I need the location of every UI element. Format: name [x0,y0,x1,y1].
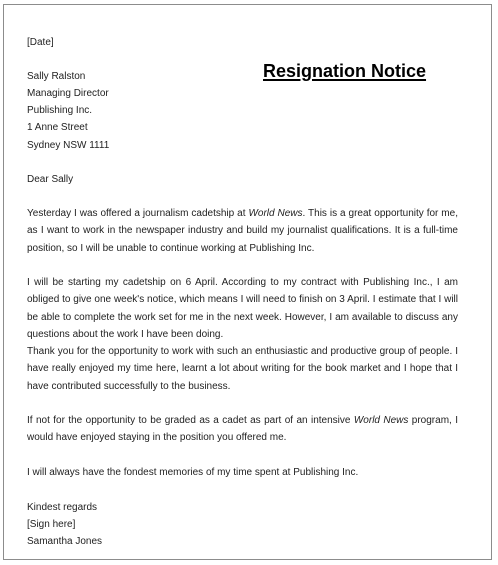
paragraph-regret-company: World News [353,415,409,426]
paragraph-thanks: Thank you for the opportunity to work with such an enthusiastic and productive group of people. I have really enjoyed my time here, learnt a lot about writing for the book market and I hope that I have contributed successfully to the business. [27,346,458,392]
paragraph-offer-part2: . This is a great opportunity for me, as I want to work in the newspaper industry and build my journalist qualifications. It is a full-time position, so I will be unable to continue working at Publishing Inc. [27,208,458,254]
paragraph-regret [27,412,458,447]
recipient-name: Sally Ralston [27,71,86,82]
letter-title: Resignation Notice [263,61,427,81]
salutation: Dear Sally [27,174,74,185]
recipient-company: Publishing Inc. [27,105,93,116]
sender-name: Samantha Jones [27,536,103,547]
paragraph-memories: I will always have the fondest memories of my time spent at Publishing Inc. [27,467,359,478]
paragraph-offer [27,205,458,257]
closing: Kindest regards [27,502,98,513]
paragraph-regret-part2: program, I would have enjoyed staying in the position you offered me. [27,415,458,444]
paragraph-regret-part1: If not for the opportunity to be graded as a cadet as part of an intensive [27,415,354,426]
signature-placeholder: [Sign here] [27,519,76,530]
paragraph-offer-company: World News [248,208,303,219]
paragraph-notice: I will be starting my cadetship on 6 April. According to my contract with Publishing Inc., I am obliged to give one week's notice, which means I will need to finish on 3 April. I estimate that I will be able to complete the work set for me in the next week. However, I am available to discuss any questions about the work I have been doing. [27,277,458,340]
recipient-street: 1 Anne Street [27,122,88,133]
recipient-city: Sydney NSW 1111 [27,140,110,151]
paragraph-offer-part1: Yesterday I was offered a journalism cadetship at [27,208,249,219]
letter-date: [Date] [27,37,54,48]
recipient-position: Managing Director [27,88,109,99]
